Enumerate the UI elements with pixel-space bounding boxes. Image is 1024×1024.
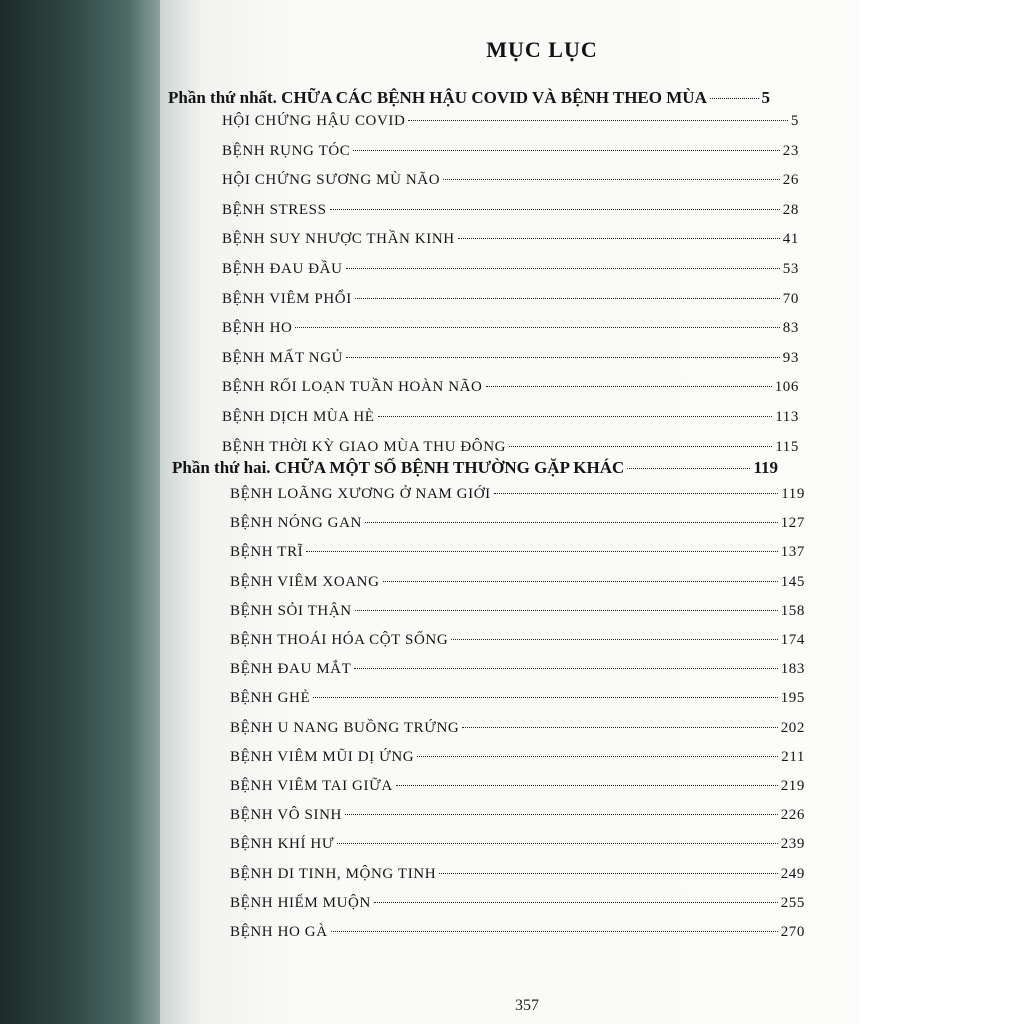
toc-entry-label: BỆNH THỜI KỲ GIAO MÙA THU ĐÔNG <box>222 438 507 455</box>
toc-entry-page: 70 <box>782 290 799 307</box>
toc-part-page: 119 <box>753 458 778 477</box>
toc-entry <box>230 836 805 853</box>
toc-entry-label: BỆNH TRĨ <box>230 544 304 561</box>
dot-leader <box>494 493 779 494</box>
toc-entry-page: 127 <box>780 515 805 532</box>
toc-entry <box>230 866 805 883</box>
toc-entry <box>230 778 805 795</box>
toc-entry-label: BỆNH DỊCH MÙA HÈ <box>222 409 375 425</box>
dot-leader <box>295 327 779 328</box>
toc-entry <box>230 486 805 503</box>
toc-entry <box>222 261 799 278</box>
toc-entry <box>230 690 805 707</box>
toc-entry-label: BỆNH STRESS <box>222 201 327 218</box>
toc-entry <box>230 661 805 678</box>
toc-entry-label: BỆNH ĐAU ĐẦU <box>222 261 343 277</box>
toc-part-heading <box>172 458 778 478</box>
toc-entry-page: 270 <box>780 924 805 940</box>
toc-entry-page: 113 <box>775 409 799 425</box>
toc-entry <box>222 439 799 456</box>
toc-entry-page: 5 <box>790 113 799 129</box>
toc-entry <box>222 143 799 160</box>
dot-leader <box>337 843 778 844</box>
toc-entry <box>222 202 799 219</box>
toc-entry-label: BỆNH SỎI THẬN <box>230 602 352 619</box>
toc-entry-label: BỆNH DI TINH, MỘNG TINH <box>230 865 437 882</box>
dot-leader <box>451 639 777 640</box>
toc-entry <box>222 172 799 189</box>
toc-entry-page: 195 <box>780 690 805 707</box>
toc-entry-page: 28 <box>782 201 799 218</box>
toc-entry-page: 183 <box>780 661 805 678</box>
toc-entry-page: 174 <box>780 632 805 648</box>
toc-entry <box>230 924 805 941</box>
dot-leader <box>408 120 787 121</box>
toc-entry <box>230 720 805 737</box>
toc-entry-page: 219 <box>780 778 805 794</box>
background <box>860 0 1024 1024</box>
toc-entry-label: BỆNH RỐI LOẠN TUẦN HOÀN NÃO <box>222 379 483 396</box>
toc-entry-page: 41 <box>782 231 799 248</box>
toc-entry <box>222 113 799 130</box>
toc-entry-label: BỆNH U NANG BUỒNG TRỨNG <box>230 719 460 736</box>
dot-leader <box>355 610 778 611</box>
toc-entry-page: 26 <box>782 172 799 189</box>
toc-entry-label: BỆNH ĐAU MẮT <box>230 661 352 678</box>
toc-entry-label: BỆNH HO GÀ <box>230 924 328 940</box>
toc-part-page: 5 <box>761 88 770 107</box>
dot-leader <box>383 581 778 582</box>
dot-leader <box>345 814 778 815</box>
toc-entry-label: BỆNH KHÍ HƯ <box>230 836 335 853</box>
dot-leader <box>313 697 777 698</box>
dot-leader <box>462 727 777 728</box>
toc-entry <box>230 895 805 912</box>
toc-entry-label: HỘI CHỨNG SƯƠNG MÙ NÃO <box>222 172 441 189</box>
toc-entry <box>222 379 799 396</box>
toc-entry <box>222 320 799 337</box>
dot-leader <box>346 268 780 269</box>
toc-entry-page: 119 <box>781 486 805 502</box>
toc-entry-label: BỆNH LOÃNG XƯƠNG Ở NAM GIỚI <box>230 486 491 502</box>
toc-entry-page: 158 <box>780 602 805 619</box>
toc-entry <box>222 231 799 248</box>
dot-leader <box>417 756 778 757</box>
toc-entry-page: 106 <box>774 379 799 396</box>
toc-entry <box>230 749 805 766</box>
toc-part-label: Phần thứ nhất. CHỮA CÁC BỆNH HẬU COVID VÀ BỆNH THEO MÙA <box>168 88 707 107</box>
toc-entry <box>230 574 805 591</box>
toc-entry-page: 145 <box>780 573 805 590</box>
toc-entry <box>230 632 805 649</box>
toc-entry-page: 202 <box>780 719 805 736</box>
toc-entry-page: 226 <box>780 807 805 824</box>
dot-leader <box>355 298 780 299</box>
dot-leader <box>486 386 772 387</box>
dot-leader <box>353 150 779 151</box>
toc-entry-label: BỆNH VIÊM XOANG <box>230 573 380 590</box>
toc-entry-label: BỆNH SUY NHƯỢC THẦN KINH <box>222 231 455 248</box>
toc-entry-label: BỆNH VÔ SINH <box>230 807 342 824</box>
toc-entry <box>230 603 805 620</box>
toc-entry-label: BỆNH HO <box>222 320 293 337</box>
page-title: MỤC LỤC <box>486 37 598 62</box>
toc-entry-label: BỆNH RỤNG TÓC <box>222 142 351 159</box>
dot-leader <box>627 468 750 469</box>
toc-entry <box>222 291 799 308</box>
toc-entry <box>230 515 805 532</box>
toc-entry-page: 239 <box>780 836 805 853</box>
dot-leader <box>396 785 778 786</box>
toc-entry-page: 93 <box>782 349 799 366</box>
toc-entry <box>222 350 799 367</box>
toc-entry-page: 255 <box>780 894 805 911</box>
toc-entry <box>230 544 805 561</box>
dot-leader <box>330 209 780 210</box>
toc-entry-label: BỆNH HIẾM MUỘN <box>230 894 371 911</box>
dot-leader <box>346 357 780 358</box>
dot-leader <box>374 902 778 903</box>
toc-entry-label: BỆNH NÓNG GAN <box>230 515 362 532</box>
dot-leader <box>365 522 778 523</box>
toc-entry-page: 83 <box>782 320 799 337</box>
toc-entry-page: 137 <box>780 544 805 561</box>
toc-part-heading <box>168 88 770 108</box>
toc-entry-label: HỘI CHỨNG HẬU COVID <box>222 113 406 129</box>
dot-leader <box>710 98 759 99</box>
toc-entry-label: BỆNH THOÁI HÓA CỘT SỐNG <box>230 632 449 648</box>
toc-entry-label: BỆNH VIÊM MŨI DỊ ỨNG <box>230 748 415 765</box>
toc-entry-page: 23 <box>782 142 799 159</box>
toc-entry-label: BỆNH GHẺ <box>230 690 311 707</box>
dot-leader <box>331 931 778 932</box>
toc-entry-label: BỆNH VIÊM TAI GIỮA <box>230 778 393 794</box>
dot-leader <box>378 416 773 417</box>
binding-shadow <box>0 0 170 1024</box>
toc-entry-label: BỆNH MẤT NGỦ <box>222 349 344 366</box>
dot-leader <box>306 551 777 552</box>
toc-entry-label: BỆNH VIÊM PHỔI <box>222 290 352 307</box>
dot-leader <box>439 873 778 874</box>
page-number: 357 <box>515 997 539 1014</box>
toc-entry-page: 249 <box>780 865 805 882</box>
toc-entry <box>222 409 799 426</box>
toc-entry-page: 211 <box>781 748 805 765</box>
toc-entry-page: 115 <box>775 438 799 455</box>
toc-part-label: Phần thứ hai. CHỮA MỘT SỐ BỆNH THƯỜNG GẶP KHÁC <box>172 458 625 477</box>
dot-leader <box>443 179 780 180</box>
toc-entry <box>230 807 805 824</box>
dot-leader <box>509 446 772 447</box>
dot-leader <box>458 238 780 239</box>
toc-entry-page: 53 <box>782 261 799 277</box>
dot-leader <box>354 668 777 669</box>
